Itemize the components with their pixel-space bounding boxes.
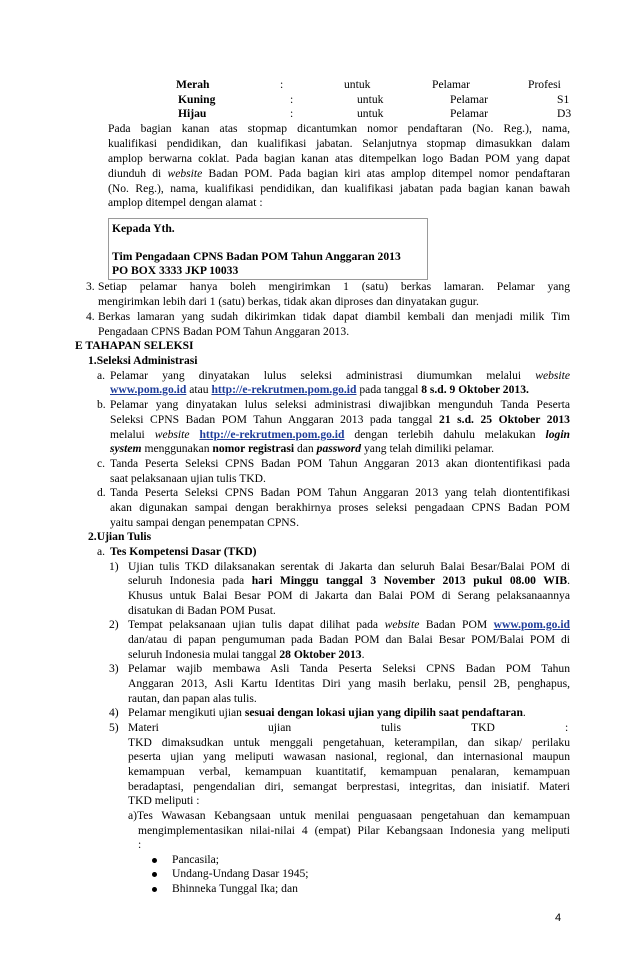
stopmap-level: D3 (557, 107, 572, 120)
stopmap-role: Pelamar (450, 107, 488, 120)
item4-line: Berkas lamaran yang sudah dikirimkan tidak dapat diambil kembali dan menjadi milik Tim (98, 310, 570, 323)
t4-line: Pelamar mengikuti ujian sesuai dengan lokasi ujian yang dipilih saat pendaftaran. (128, 706, 526, 719)
list-label: 1) (109, 560, 119, 573)
list-item: Bhinneka Tunggal Ika; dan (172, 882, 298, 895)
subsection-heading: 2.Ujian Tulis (88, 530, 152, 543)
t5-line: kemampuan verbal, kemampuan kuantitatif, kemampuan penalaran, kemampuan (128, 765, 570, 778)
c1-line: saat pelaksanaan ujian tulis TKD. (110, 472, 266, 485)
stopmap-sep: : (290, 107, 294, 120)
d1-line: Tanda Peserta Seleksi CPNS Badan POM Tahun Anggaran 2013 yang telah diontentifikasi (110, 486, 570, 499)
para-line: (No. Reg.), nama, kualifikasi pendidikan, dan kualifikasi jabatan pada bagian kanan bawah (108, 182, 570, 195)
link-pom[interactable]: www.pom.go.id (110, 383, 187, 396)
para-line: amplop ditempel dengan alamat : (108, 196, 263, 209)
para-line: diunduh di website Badan POM. Pada bagian kiri atas amplop ditempel nomor pendaftaran (108, 167, 570, 180)
d1-line: akan digunakan sampai dengan berakhirnya proses seleksi pengadaan CPNS Badan POM (110, 501, 570, 514)
stopmap-color-hijau: Hijau (178, 107, 207, 120)
t5-line: TKD dimaksudkan untuk menggali pengetahuan, keterampilan, dan sikap/ perilaku (128, 736, 570, 749)
link-erekrutmen[interactable]: http://e-rekrutmen.pom.go.id (211, 383, 357, 396)
t5-word: TKD (471, 721, 495, 734)
stopmap-sep: : (290, 93, 294, 106)
list-label: 2) (109, 618, 119, 631)
stopmap-word: untuk (357, 93, 384, 106)
list-item: Pancasila; (172, 853, 220, 866)
stopmap-sep: : (280, 78, 284, 91)
tkd-title: Tes Kompetensi Dasar (TKD) (110, 545, 257, 558)
list-label: 4) (109, 706, 119, 719)
address-line2: PO BOX 3333 JKP 10033 (112, 264, 239, 277)
link-pom[interactable]: www.pom.go.id (493, 618, 570, 631)
section-heading: E TAHAPAN SELEKSI (75, 339, 194, 352)
stopmap-word: untuk (357, 107, 384, 120)
stopmap-color-kuning: Kuning (178, 93, 216, 106)
list-label: 3) (109, 662, 119, 675)
item-number: 3. (86, 280, 95, 293)
c1-line: Tanda Peserta Seleksi CPNS Badan POM Tahun Anggaran 2013 akan diontentifikasi pada (110, 457, 570, 470)
a1-line: Pelamar yang dinyatakan lulus seleksi administrasi diumumkan melalui website (110, 369, 570, 382)
item3-line: Setiap pelamar hanya boleh mengirimkan 1 (satu) berkas lamaran. Pelamar yang (98, 280, 570, 293)
stopmap-word: untuk (344, 78, 371, 91)
stopmap-color-merah: Merah (176, 78, 210, 91)
b1-line: Seleksi CPNS Badan POM Tahun Anggaran 2013 pada tanggal 21 s.d. 25 Oktober 2013 (110, 413, 570, 426)
list-item: Undang-Undang Dasar 1945; (172, 867, 309, 880)
para-line: Pada bagian kanan atas stopmap dicantumkan nomor pendaftaran (No. Reg.), nama, (108, 122, 570, 135)
b1-line: Pelamar yang dinyatakan lulus seleksi administrasi diwajibkan mengunduh Tanda Peserta (110, 398, 570, 411)
t3-line: Anggaran 2013, Asli Kartu Identitas Diri yang masih berlaku, pensil 2B, penghapus, (128, 677, 570, 690)
sub-a-line: a)Tes Wawasan Kebangsaan untuk menilai penguasaan pengetahuan dan kemampuan (128, 809, 570, 822)
item4-line: Pengadaan CPNS Badan POM Tahun Anggaran 2013. (98, 325, 350, 338)
item-number: 4. (86, 310, 95, 323)
list-label: b. (97, 398, 106, 411)
t5-word: Materi (128, 721, 159, 734)
t2-line: seluruh Indonesia mulai tanggal 28 Oktober 2013. (128, 648, 365, 661)
bullet-icon (152, 858, 157, 863)
stopmap-level: S1 (557, 93, 570, 106)
stopmap-role: Pelamar (450, 93, 488, 106)
list-label: a. (97, 545, 106, 558)
item3-line: mengirimkan lebih dari 1 (satu) berkas, tidak akan diproses dan dinyatakan gugur. (98, 295, 479, 308)
sub-a-line: mengimplementasikan nilai-nilai 4 (empat) Pilar Kebangsaan Indonesia yang meliputi (138, 824, 570, 837)
t1-line: disatukan di Badan POM Pusat. (128, 604, 276, 617)
t1-line: seluruh Indonesia pada hari Minggu tanggal 3 November 2013 pukul 08.00 WIB. (128, 574, 570, 587)
t5-line: TKD meliputi : (128, 794, 200, 807)
t1-line: Khusus untuk Balai Besar POM di Jakarta dan Balai POM di Serang pelaksanaannya (128, 589, 570, 602)
t2-line: dan/atau di papan pengumuman pada Badan POM dan Balai Besar POM/Balai POM di (128, 633, 570, 646)
list-label: d. (97, 486, 106, 499)
t5-word: : (565, 721, 569, 734)
t3-line: Pelamar wajib membawa Asli Tanda Peserta Seleksi CPNS Badan POM Tahun (128, 662, 570, 675)
list-label: c. (97, 457, 106, 470)
address-line1: Tim Pengadaan CPNS Badan POM Tahun Anggaran 2013 (112, 250, 401, 263)
para-line: amplop berwarna coklat. Pada bagian kanan atas ditempelkan logo Badan POM yang dapat (108, 152, 570, 165)
t5-word: tulis (381, 721, 401, 734)
bullet-icon (152, 872, 157, 877)
t1-line: Ujian tulis TKD dilaksanakan serentak di Jakarta dan seluruh Balai Besar/Balai POM di (128, 560, 570, 573)
d1-line: yaitu sampai dengan penempatan CPNS. (110, 516, 300, 529)
t5-line: beradaptasi, pengendalian diri, semangat berprestasi, integritas, dan inisiatif. Materi (128, 780, 570, 793)
list-label: a. (97, 369, 106, 382)
t5-line: peserta ujian yang meliputi wawasan nasional, regional, dan internasional maupun (128, 750, 570, 763)
a1-line: www.pom.go.id atau http://e-rekrutmen.pom.go.id pada tanggal 8 s.d. 9 Oktober 2013. (110, 383, 529, 396)
subsection-heading: 1.Seleksi Administrasi (88, 354, 198, 367)
stopmap-level: Profesi (528, 78, 561, 91)
b1-line: system menggunakan nomor registrasi dan password yang telah dimiliki pelamar. (110, 442, 495, 455)
para-line: kualifikasi pendidikan, dan kualifikasi jabatan. Selanjutnya stopmap dimasukkan dalam (108, 137, 570, 150)
t5-word: ujian (268, 721, 292, 734)
bullet-icon (152, 887, 157, 892)
b1-line: melalui website http://e-rekrutmen.pom.go.id dengan terlebih dahulu melakukan login (110, 428, 570, 441)
list-label: 5) (109, 721, 119, 734)
stopmap-role: Pelamar (432, 78, 470, 91)
link-erekrutmen[interactable]: http://e-rekrutmen.pom.go.id (199, 428, 345, 441)
sub-a-line: : (138, 838, 142, 851)
t3-line: rautan, dan papan alas tulis. (128, 692, 257, 705)
t2-line: Tempat pelaksanaan ujian tulis dapat dilihat pada website Badan POM www.pom.go.id (128, 618, 570, 631)
page-number: 4 (555, 912, 562, 924)
address-to: Kepada Yth. (112, 222, 175, 235)
